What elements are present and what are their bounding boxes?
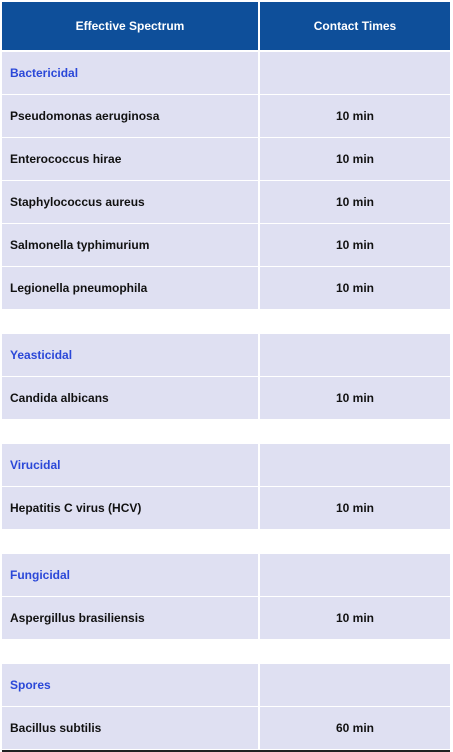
group-spacer [2,310,450,334]
table-row [2,487,450,530]
table-row [2,267,450,310]
contact-time: 10 min [335,195,374,209]
group-spacer [2,420,450,444]
category-empty-cell [260,52,450,94]
group-spacer [2,640,450,664]
category-row-virucidal [2,444,450,487]
table-row [2,95,450,138]
header-effective-spectrum: Effective Spectrum [2,2,260,50]
table-row [2,181,450,224]
table-row [2,377,450,420]
contact-time: 10 min [335,611,374,625]
category-row-fungicidal [2,554,450,597]
header-contact-times: Contact Times [313,19,397,33]
category-empty-cell [260,334,450,376]
organism-name: Salmonella typhimurium [2,224,260,266]
category-label: Bactericidal [2,52,260,94]
table-row [2,224,450,267]
table-header-row [2,2,450,52]
table-row [2,597,450,640]
category-label: Virucidal [2,444,260,486]
contact-time: 60 min [335,721,374,735]
category-row-bactericidal [2,52,450,95]
contact-time: 10 min [335,391,374,405]
organism-name: Hepatitis C virus (HCV) [2,487,260,529]
contact-time: 10 min [335,109,374,123]
organism-name: Staphylococcus aureus [2,181,260,223]
category-label: Fungicidal [2,554,260,596]
category-label: Yeasticidal [2,334,260,376]
category-row-yeasticidal [2,334,450,377]
category-row-spores [2,664,450,707]
effective-spectrum-table [2,2,450,752]
organism-name: Candida albicans [2,377,260,419]
group-spacer [2,530,450,554]
category-label: Spores [2,664,260,706]
table-row [2,707,450,750]
organism-name: Bacillus subtilis [2,707,260,749]
category-empty-cell [260,444,450,486]
category-empty-cell [260,664,450,706]
contact-time: 10 min [335,152,374,166]
table-row [2,138,450,181]
category-empty-cell [260,554,450,596]
contact-time: 10 min [335,238,374,252]
contact-time: 10 min [335,501,374,515]
organism-name: Aspergillus brasiliensis [2,597,260,639]
organism-name: Pseudomonas aeruginosa [2,95,260,137]
organism-name: Legionella pneumophila [2,267,260,309]
contact-time: 10 min [335,281,374,295]
organism-name: Enterococcus hirae [2,138,260,180]
